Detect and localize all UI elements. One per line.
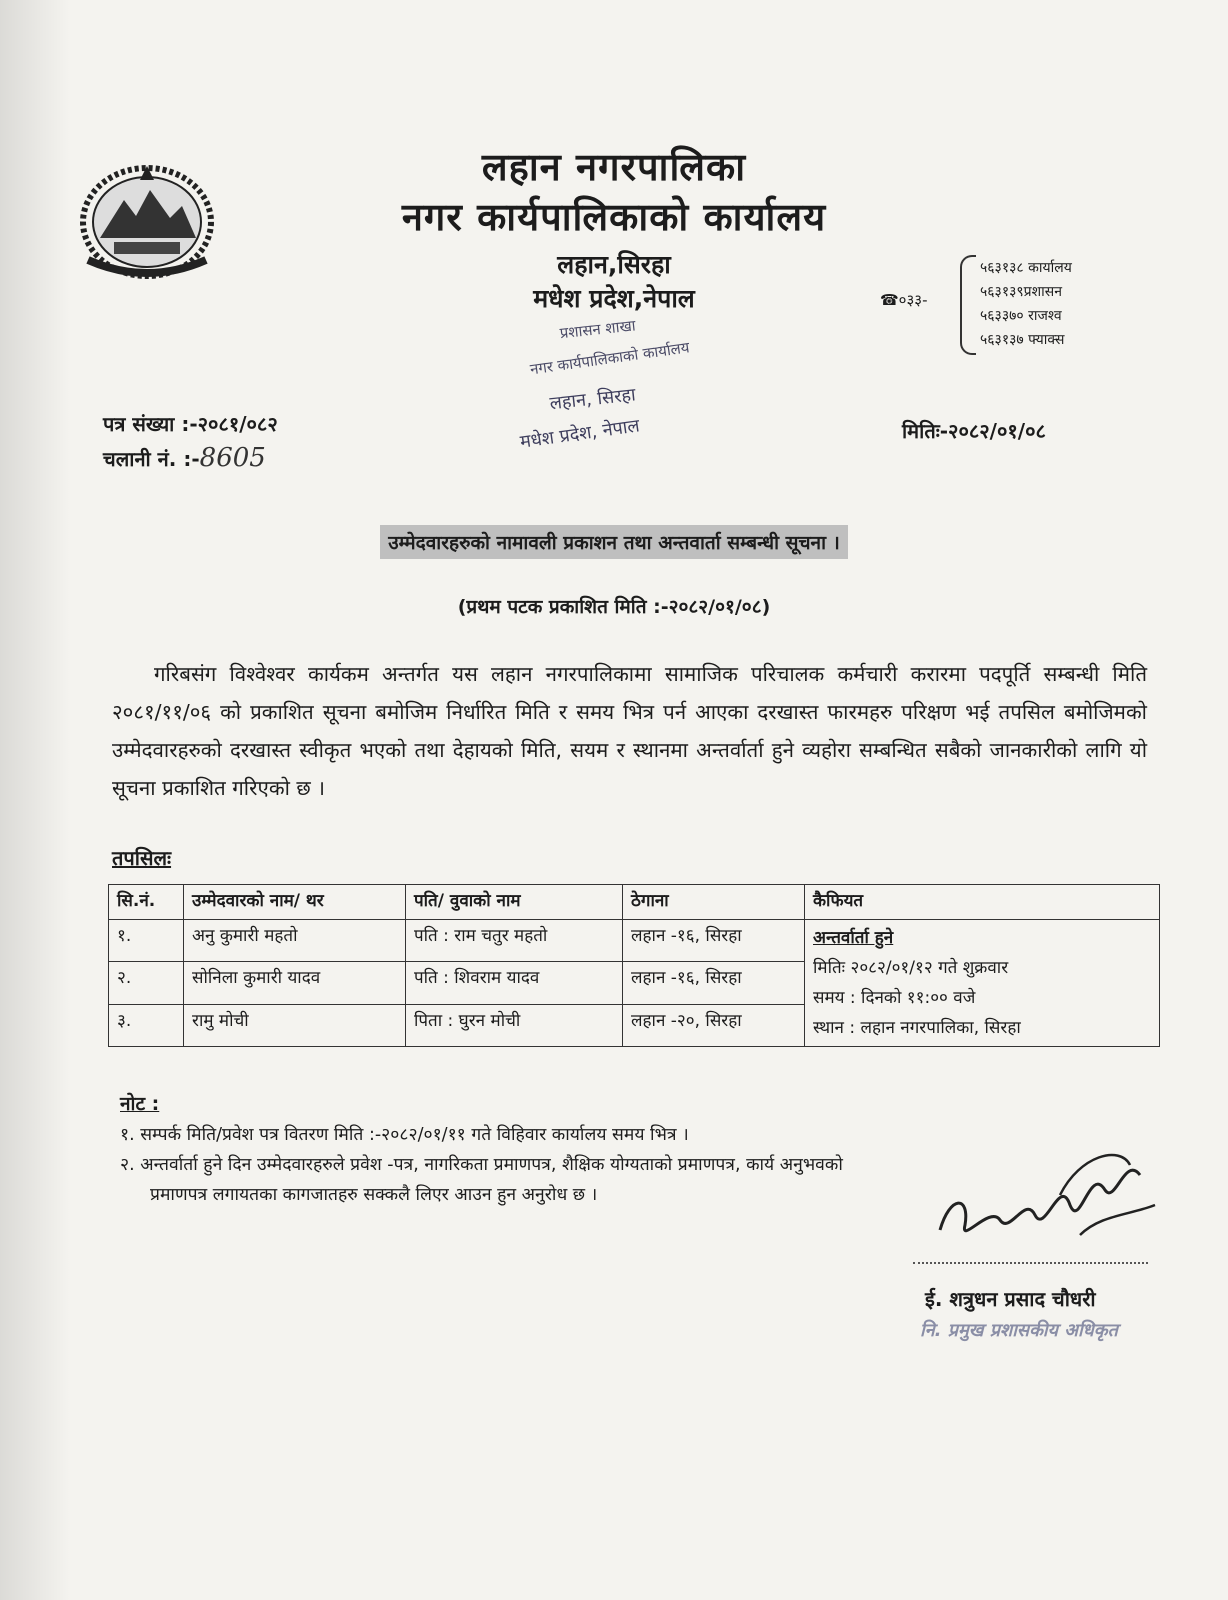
phone-number-list bbox=[980, 256, 1072, 352]
cell-candidate-name: सोनिला कुमारी यादव bbox=[184, 962, 406, 1004]
office-stamp bbox=[510, 300, 730, 460]
header-remarks: कैफियत bbox=[805, 885, 1160, 920]
phone-number-office: ५६३१३८ कार्यालय bbox=[980, 260, 1072, 276]
phone-number-revenue: ५६३३७० राजश्व bbox=[980, 308, 1062, 324]
patra-label: पत्र संख्या :- bbox=[103, 412, 198, 436]
cell-candidate-name: रामु मोची bbox=[184, 1004, 406, 1046]
stamp-line3: लहान, सिरहा bbox=[548, 384, 637, 415]
phone-number-fax: ५६३१३७ फ्याक्स bbox=[980, 332, 1065, 348]
cell-guardian-name: पति : राम चतुर महतो bbox=[406, 920, 623, 962]
office-location-line1: लहान,सिरहा bbox=[557, 250, 671, 279]
interview-time: समय : दिनको ११:०० वजे bbox=[813, 988, 976, 1008]
office-location-line2: मधेश प्रदेश,नेपाल bbox=[533, 284, 695, 313]
signature-line bbox=[913, 1262, 1148, 1264]
office-title-line2: नगर कार्यपालिकाको कार्यालय bbox=[401, 195, 827, 239]
cell-address: लहान -२०, सिरहा bbox=[623, 1004, 805, 1046]
first-published-date: (प्रथम पटक प्रकाशित मिति :-२०८२/०१/०८) bbox=[457, 596, 771, 618]
cell-serial: १. bbox=[109, 920, 184, 962]
signature-scribble bbox=[930, 1135, 1160, 1255]
cell-guardian-name: पिता : घुरन मोची bbox=[406, 1004, 623, 1046]
chalani-label: चलानी नं. :- bbox=[103, 447, 200, 471]
stamp-line2: नगर कार्यपालिकाको कार्यालय bbox=[528, 338, 691, 379]
subject-wrapper bbox=[0, 525, 1228, 559]
cell-address: लहान -१६, सिरहा bbox=[623, 920, 805, 962]
cell-candidate-name: अनु कुमारी महतो bbox=[184, 920, 406, 962]
signatory-title: नि. प्रमुख प्रशासकीय अधिकृत bbox=[920, 1320, 1118, 1341]
patra-value: २०८१/०८२ bbox=[197, 412, 278, 436]
chalani-value: 8605 bbox=[199, 443, 266, 473]
table-row bbox=[109, 920, 1160, 962]
cell-remarks bbox=[805, 920, 1160, 1047]
interview-date: मितिः २०८२/०१/१२ गते शुक्रवार bbox=[813, 958, 1009, 978]
interview-place: स्थान : लहान नगरपालिका, सिरहा bbox=[813, 1018, 1021, 1038]
cell-serial: २. bbox=[109, 962, 184, 1004]
stamp-line4: मधेश प्रदेश, नेपाल bbox=[518, 415, 641, 453]
notice-subject: उम्मेदवारहरुको नामावली प्रकाशन तथा अन्तवार्ता सम्बन्धी सूचना । bbox=[380, 525, 848, 559]
cell-guardian-name: पति : शिवराम यादव bbox=[406, 962, 623, 1004]
reference-block bbox=[103, 407, 278, 476]
header-candidate-name: उम्मेदवारको नाम/ थर bbox=[184, 885, 406, 920]
table-header-row bbox=[109, 885, 1160, 920]
note-item-1: १. सम्पर्क मिति/प्रवेश पत्र वितरण मिति :-२०८२/०१/११ गते विहिवार कार्यालय समय भित्र । bbox=[120, 1125, 689, 1145]
candidate-table bbox=[108, 884, 1160, 1047]
note-heading: नोट : bbox=[120, 1093, 160, 1115]
phone-brace bbox=[960, 255, 976, 355]
phone-number-admin: ५६३१३९प्रशासन bbox=[980, 284, 1063, 300]
phone-prefix: ☎०३३- bbox=[880, 291, 928, 309]
notice-body: गरिबसंग विश्वेश्वर कार्यकम अन्तर्गत यस लहान नगरपालिकामा सामाजिक परिचालक कर्मचारी करारमा पदपूर्ति सम्बन्धी मिति २०८१/११/०६ को प्रकाशित सूचना बमोजिम निर्धारित मिति र समय भित्र पर्न आएका दरखास्त फारमहरु परिक्षण भई तपसिल बमोजिमको उम्मेदवारहरुको दरखास्त स्वीकृत भएको तथा देहायको मिति, सयम र स्थानमा अन्तर्वार्ता हुने व्यहोरा सम्बन्धित सबैको जानकारीको लागि यो सूचना प्रकाशित गरिएको छ । bbox=[112, 662, 1147, 800]
note-item-2-continued: प्रमाणपत्र लगायतका कागजातहरु सक्कलै लिएर आउन हुन अनुरोध छ । bbox=[150, 1185, 598, 1205]
header-guardian-name: पति/ वुवाको नाम bbox=[406, 885, 623, 920]
header-address: ठेगाना bbox=[623, 885, 805, 920]
note-item-2: २. अन्तर्वार्ता हुने दिन उम्मेदवारहरुले प्रवेश -पत्र, नागरिकता प्रमाणपत्र, शैक्षिक योग्यताको प्रमाणपत्र, कार्य अनुभवको bbox=[120, 1155, 843, 1175]
stamp-line1: प्रशासन शाखा bbox=[558, 316, 637, 343]
header-serial: सि.नं. bbox=[109, 885, 184, 920]
cell-address: लहान -१६, सिरहा bbox=[623, 962, 805, 1004]
signatory-name: ई. शत्रुधन प्रसाद चौधरी bbox=[925, 1287, 1096, 1311]
office-title-line1: लहान नगरपालिका bbox=[481, 145, 747, 189]
cell-serial: ३. bbox=[109, 1004, 184, 1046]
interview-heading: अन्तर्वार्ता हुने bbox=[813, 928, 894, 948]
tapasil-heading: तपसिलः bbox=[112, 846, 172, 870]
letter-date: मितिः-२०८२/०१/०८ bbox=[902, 419, 1046, 443]
